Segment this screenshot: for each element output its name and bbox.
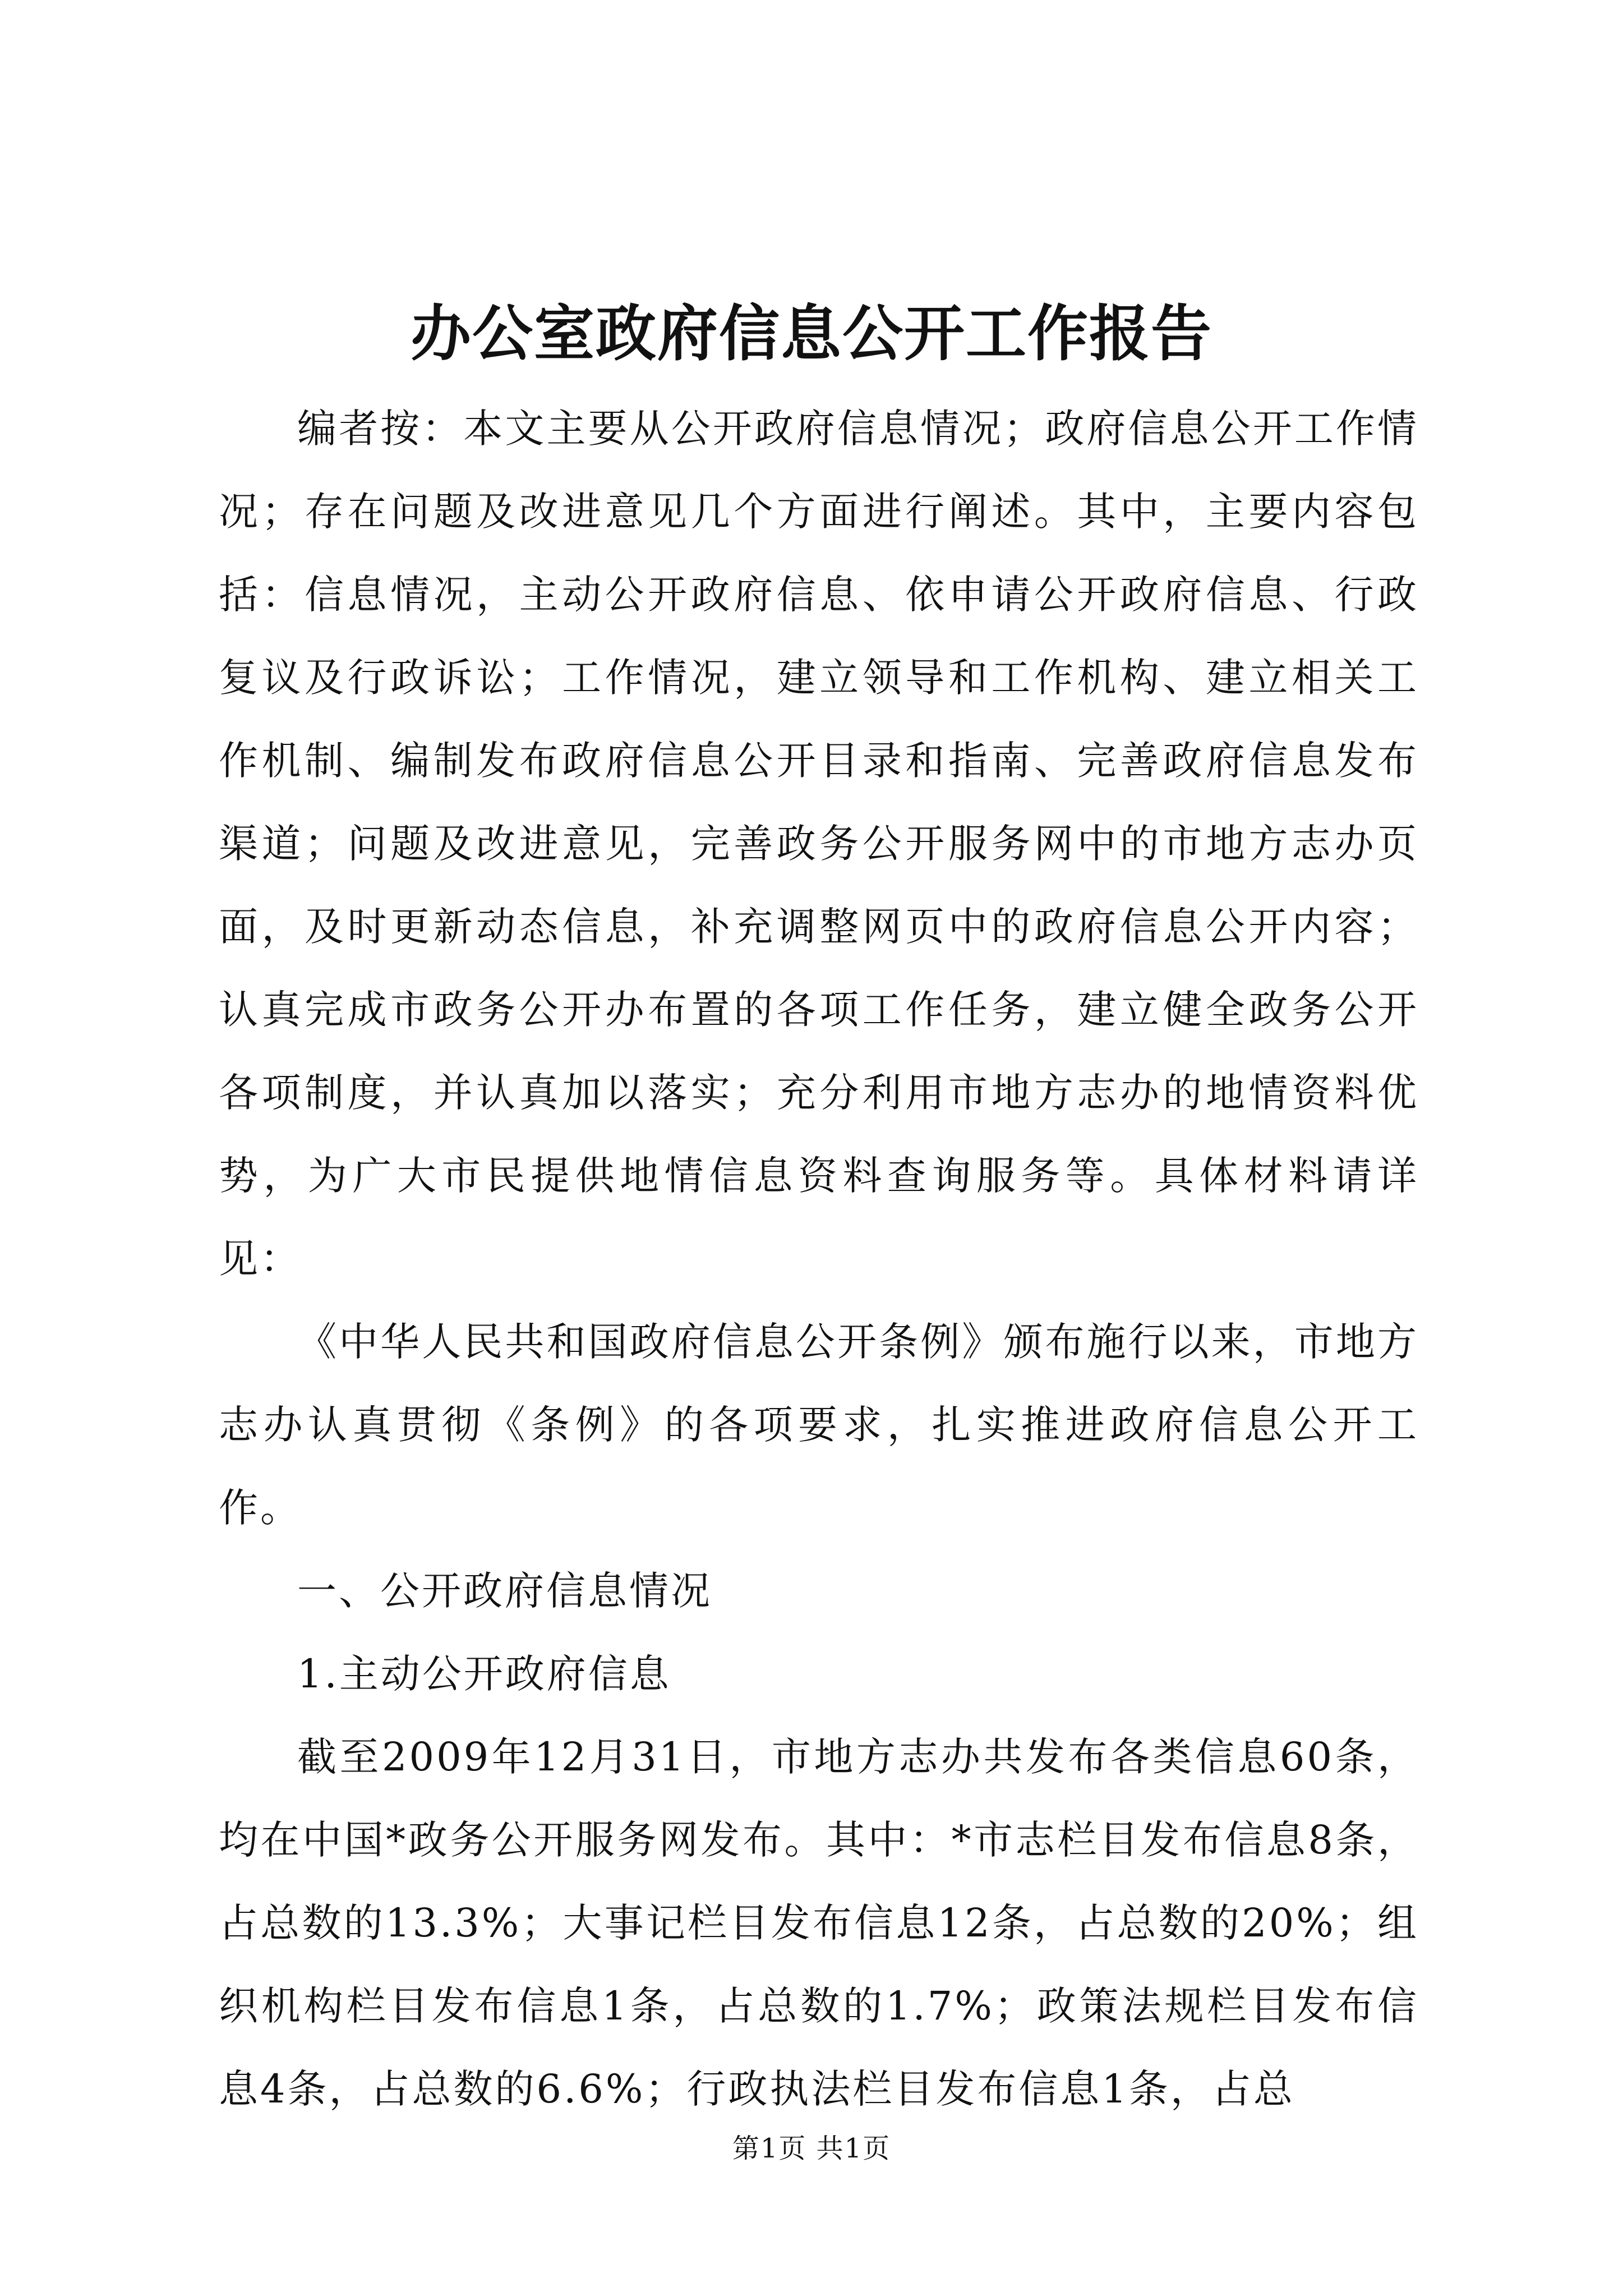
subsection-heading: 1.主动公开政府信息 bbox=[297, 1651, 671, 1697]
intro-paragraph: 《中华人民共和国政府信息公开条例》颁布施行以来，市地方志办认真贯彻《条例》的各项要求，扎实推进政府信息公开工作。 bbox=[219, 1319, 1419, 1531]
section-heading: 一、公开政府信息情况 bbox=[297, 1568, 712, 1614]
document-title: 办公室政府信息公开工作报告 bbox=[410, 298, 1212, 369]
page-number-footer: 第1页 共1页 bbox=[732, 2133, 891, 2164]
editor-note-paragraph: 编者按：本文主要从公开政府信息情况；政府信息公开工作情况；存在问题及改进意见几个方面进行阐述。其中，主要内容包括：信息情况，主动公开政府信息、依申请公开政府信息、行政复议及行政诉讼；工作情况，建立领导和工作机构、建立相关工作机制、编制发布政府信息公开目录和指南、完善政府信息发布渠道；问题及改进意见，完善政务公开服务网中的市地方志办页面，及时更新动态信息，补充调整网页中的政府信息公开内容；认真完成市政务公开办布置的各项工作任务，建立健全政务公开各项制度，并认真加以落实；充分利用市地方志办的地情资料优势，为广大市民提供地情信息资料查询服务等。具体材料请详见： bbox=[219, 406, 1419, 1282]
statistics-paragraph: 截至2009年12月31日，市地方志办共发布各类信息60条，均在中国*政务公开服务网发布。其中：*市志栏目发布信息8条，占总数的13.3%；大事记栏目发布信息12条，占总数的20%；组织机构栏目发布信息1条，占总数的1.7%；政策法规栏目发布信息4条，占总数的6.6%；行政执法栏目发布信息1条，占总 bbox=[219, 1734, 1419, 2112]
document-body bbox=[219, 387, 1419, 2131]
